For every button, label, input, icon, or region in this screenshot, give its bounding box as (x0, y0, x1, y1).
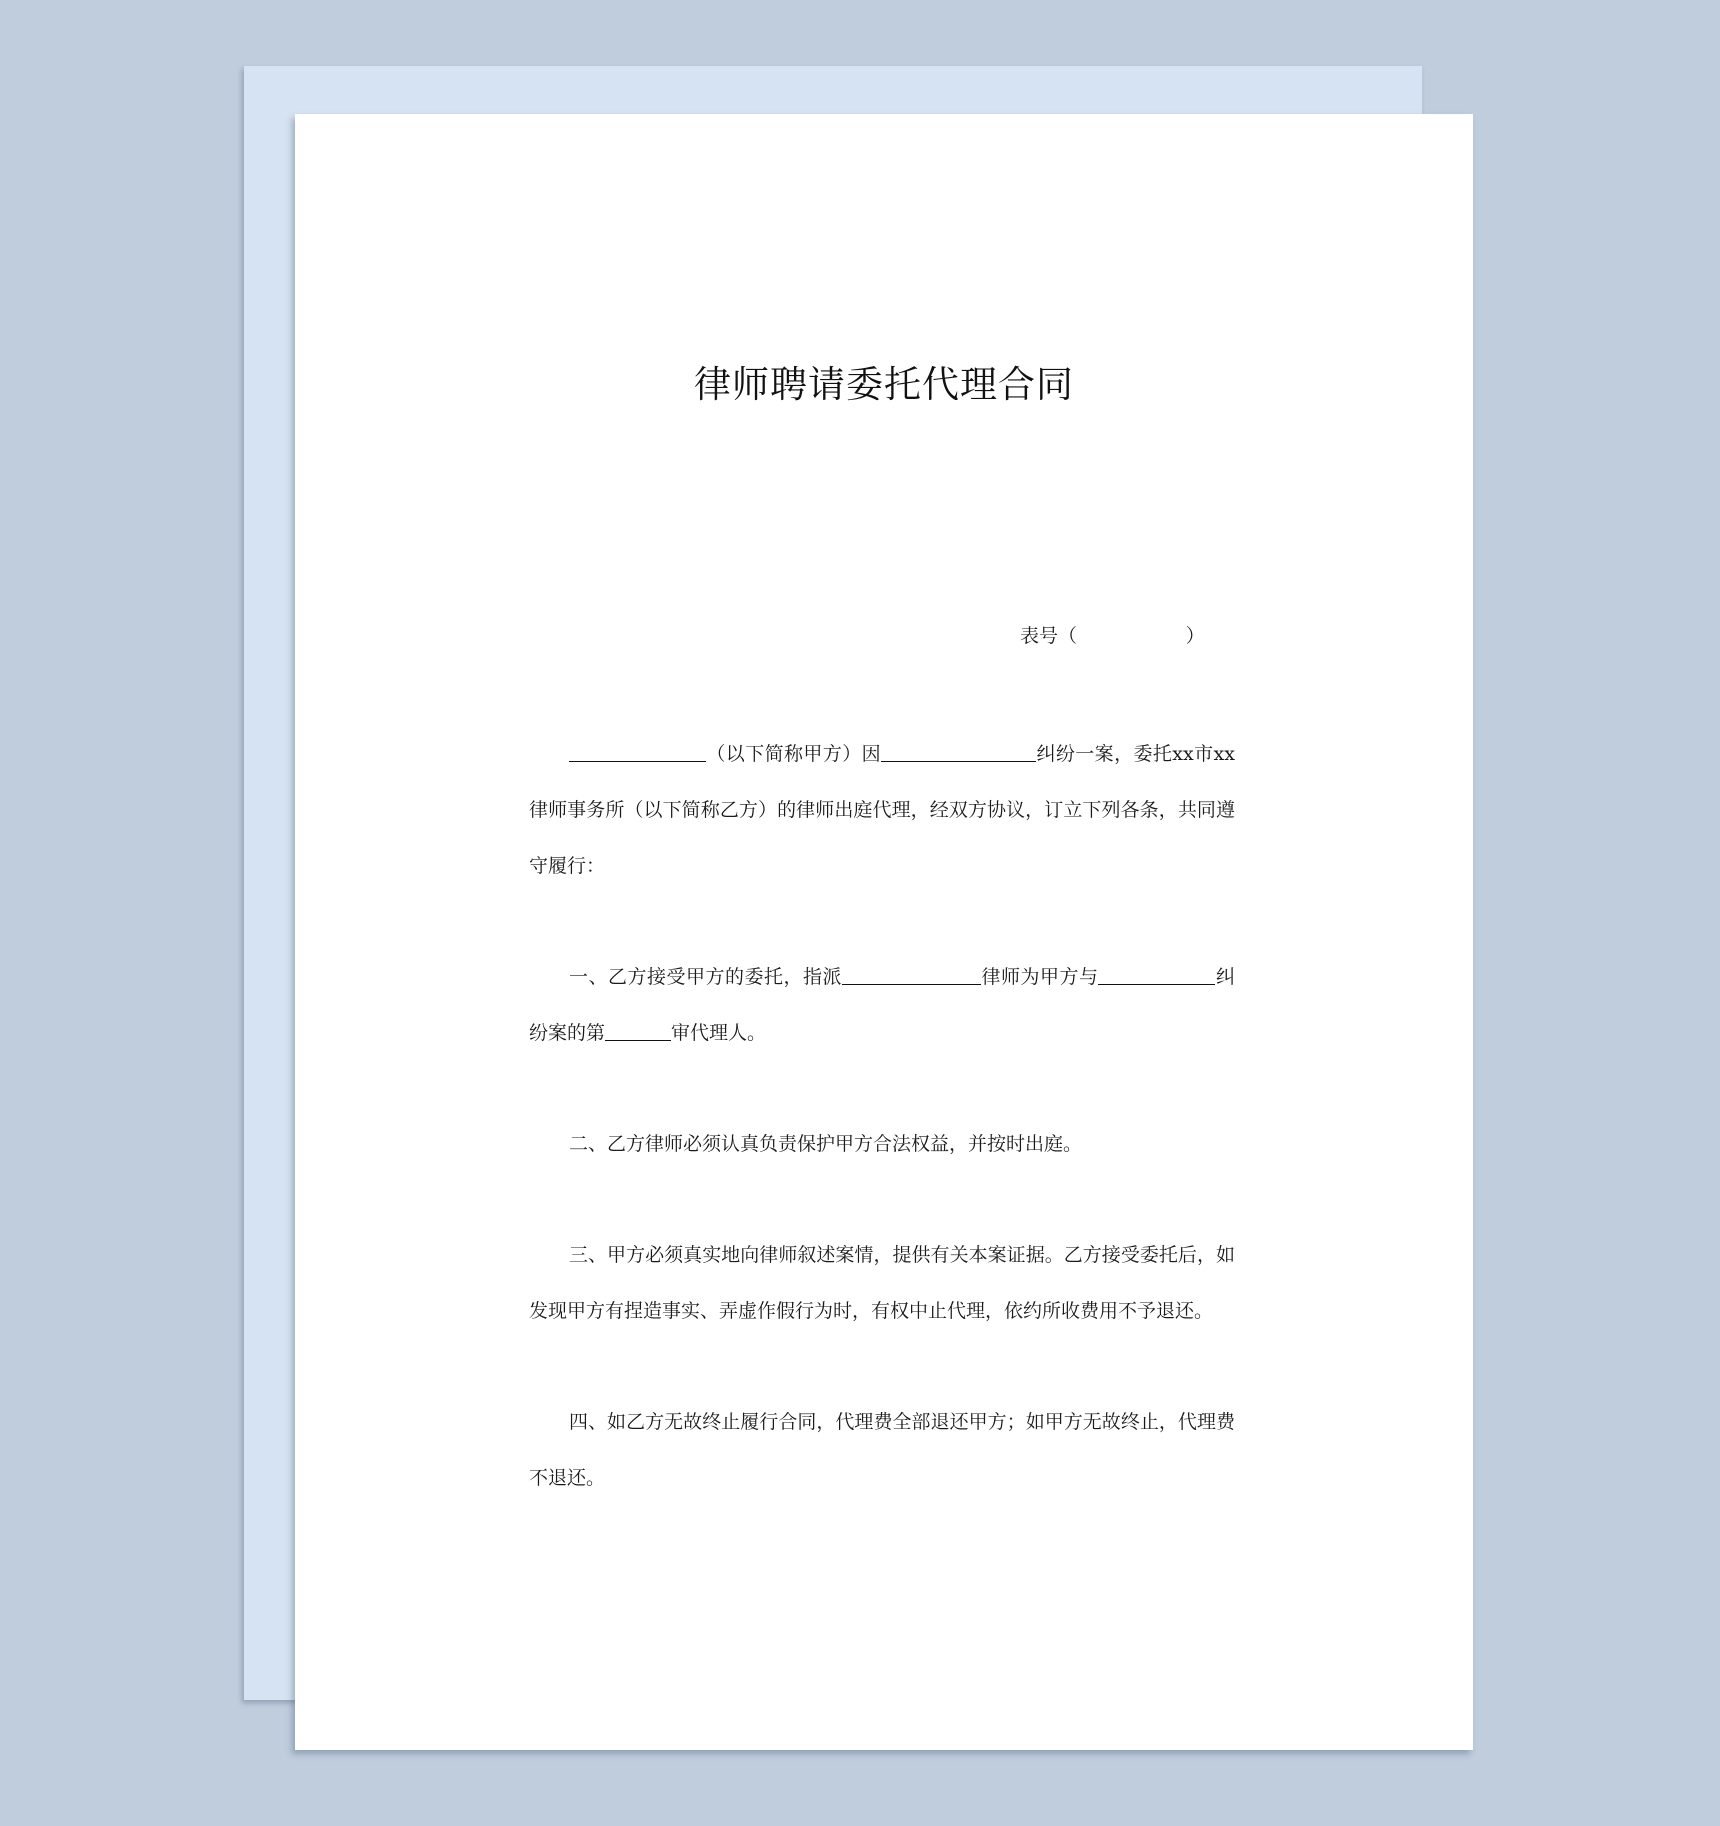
clause-4: 四、如乙方无故终止履行合同，代理费全部退还甲方；如甲方无故终止，代理费不退还。 (529, 1411, 1235, 1489)
contract-body (529, 726, 1235, 1506)
clause-1 (529, 949, 1235, 1061)
intro-text-2: 纠纷一案，委托xx市xx律师事务所（以下简称乙方）的律师出庭代理，经双方协议，订立下列各条，共同遵守履行： (529, 743, 1235, 877)
clause-2: 二、乙方律师必须认真负责保护甲方合法权益，并按时出庭。 (569, 1133, 1083, 1155)
lawyer-name-blank (842, 964, 981, 985)
form-number-blank (1077, 625, 1186, 647)
clause-1-text-4: 审代理人。 (671, 1022, 767, 1044)
form-number-label: 表号（ (1020, 625, 1078, 647)
clause-1-text-2: 律师为甲方与 (980, 966, 1099, 988)
clause-3: 三、甲方必须真实地向律师叙述案情，提供有关本案证据。乙方接受委托后，如发现甲方有捏造事实、弄虚作假行为时，有权中止代理，依约所收费用不予退还。 (529, 1244, 1235, 1322)
intro-paragraph (529, 726, 1235, 894)
clause-1-text-1: 一、乙方接受甲方的委托，指派 (569, 966, 842, 988)
form-number (1020, 621, 1205, 648)
dispute-blank (881, 741, 1036, 762)
trial-instance-blank (605, 1020, 671, 1041)
party-a-blank (569, 741, 706, 762)
document-title: 律师聘请委托代理合同 (694, 363, 1074, 406)
clause-1-text-3: 纠纷案的第 (529, 966, 1235, 1044)
form-number-close: ） (1185, 625, 1205, 647)
intro-text-1: （以下简称甲方）因 (706, 743, 882, 765)
counterparty-blank (1098, 964, 1215, 985)
document-page (295, 114, 1473, 1750)
